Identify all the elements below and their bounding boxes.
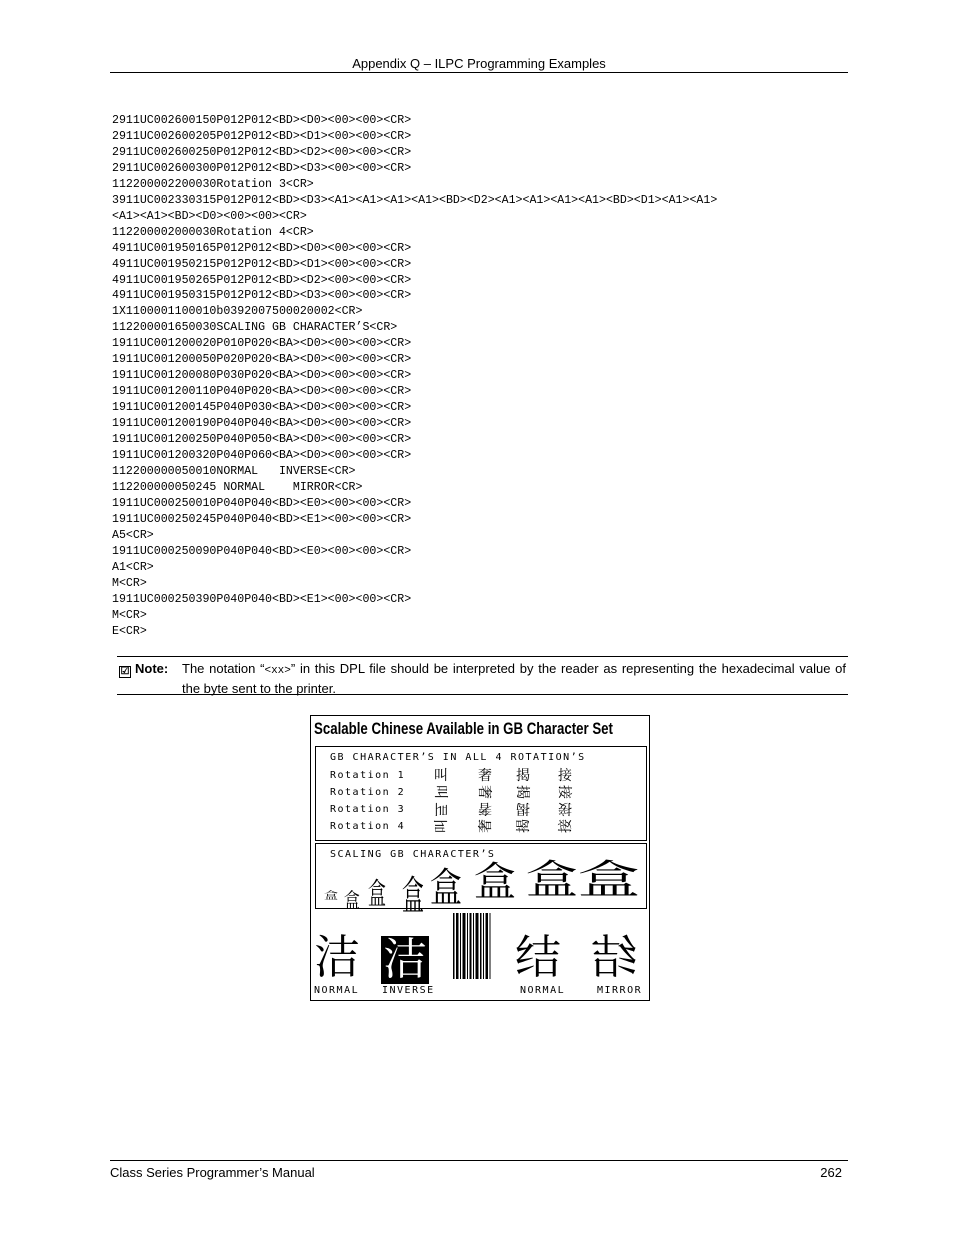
note-text: The notation “<xx>” in this DPL file should be interpreted by the reader as representing the hexadecimal value of the byte sent to the printer. bbox=[182, 661, 846, 696]
rotated-glyph: 奢 bbox=[478, 819, 494, 833]
code-line: 4911UC001950215P012P012<BD><D1><00><00><CR> bbox=[112, 257, 412, 271]
code-line: 112200001650030SCALING GB CHARACTER’S<CR> bbox=[112, 321, 398, 335]
code-line: 1911UC001200190P040P040<BA><D0><00><00><CR> bbox=[112, 417, 412, 431]
page-header: Appendix Q – ILPC Programming Examples bbox=[110, 55, 848, 73]
rotated-glyph: 奢 bbox=[478, 768, 492, 784]
glyph-normal-left: 洁 bbox=[314, 930, 360, 984]
scaled-glyph: 盒 bbox=[324, 891, 338, 902]
rotated-glyph: 揭 bbox=[516, 768, 530, 784]
rotated-glyph: 奢 bbox=[478, 800, 492, 816]
code-line: 1911UC001200250P040P050<BA><D0><00><00><CR> bbox=[112, 433, 412, 447]
code-line: 4911UC001950315P012P012<BD><D3><00><00><CR> bbox=[112, 289, 412, 303]
code-line: 1911UC000250010P040P040<BD><E0><00><00><CR> bbox=[112, 496, 412, 510]
glyph-normal-right: 结 bbox=[515, 930, 561, 984]
rotations-box bbox=[315, 746, 647, 841]
checkbox-icon: ☑ bbox=[120, 666, 130, 677]
code-line: M<CR> bbox=[112, 608, 147, 622]
rotation-4-label: Rotation 4 bbox=[330, 821, 406, 832]
label-title: Scalable Chinese Available in GB Character Set bbox=[314, 719, 613, 738]
rotation-2-label: Rotation 2 bbox=[330, 787, 406, 798]
rotated-glyph: 奢 bbox=[476, 785, 492, 799]
rotated-glyph: 叫 bbox=[434, 768, 448, 784]
code-line: 4911UC001950165P012P012<BD><D0><00><00><CR> bbox=[112, 241, 412, 255]
code-line: 4911UC001950265P012P012<BD><D2><00><00><CR> bbox=[112, 273, 412, 287]
code-line: 112200002200030Rotation 3<CR> bbox=[112, 177, 314, 191]
scaled-glyph: 盒 bbox=[368, 877, 386, 912]
rotated-glyph: 揭 bbox=[516, 800, 530, 816]
rotated-glyph: 接 bbox=[558, 819, 574, 833]
scaled-glyph: 盒 bbox=[578, 857, 640, 903]
code-line: 112200000050010NORMAL INVERSE<CR> bbox=[112, 464, 356, 478]
code-line: <A1><A1><BD><D0><00><00><CR> bbox=[112, 209, 307, 223]
code-line: M<CR> bbox=[112, 576, 147, 590]
page-footer bbox=[110, 1160, 848, 1181]
code-line: 1911UC001200145P040P030<BA><D0><00><00><CR> bbox=[112, 401, 412, 415]
scaled-glyph: 盒 bbox=[402, 873, 424, 919]
rotated-glyph: 接 bbox=[558, 768, 572, 784]
code-line: A1<CR> bbox=[112, 560, 154, 574]
glyph-mirror: 结 bbox=[591, 930, 637, 984]
code-line: 1911UC000250090P040P040<BD><E0><00><00><CR> bbox=[112, 544, 412, 558]
dpl-code-listing bbox=[112, 113, 717, 639]
printed-label-sample bbox=[310, 715, 650, 1001]
code-line: 2911UC002600150P012P012<BD><D0><00><00><CR> bbox=[112, 114, 412, 127]
code-line: 3911UC002330315P012P012<BD><D3><A1><A1><A1><A1><BD><D2><A1><A1><A1><A1><BD><D1><A1><A1> bbox=[112, 193, 718, 207]
code-line: 2911UC002600250P012P012<BD><D2><00><00><CR> bbox=[112, 145, 412, 159]
code-line: 1911UC000250245P040P040<BD><E1><00><00><CR> bbox=[112, 512, 412, 526]
rotated-glyph: 叫 bbox=[434, 819, 450, 833]
note-label: ☑ Note: bbox=[120, 661, 169, 677]
code-line: E<CR> bbox=[112, 624, 147, 638]
rotations-heading: GB CHARACTER’S IN ALL 4 ROTATION’S bbox=[330, 752, 586, 763]
note-box bbox=[117, 656, 848, 695]
code-line: 1911UC001200320P040P060<BA><D0><00><00><CR> bbox=[112, 449, 412, 463]
code-line: 1911UC001200110P040P020<BA><D0><00><00><CR> bbox=[112, 385, 412, 399]
code-line: 1911UC001200050P020P020<BA><D0><00><00><CR> bbox=[112, 353, 412, 367]
scaled-glyph: 盒 bbox=[344, 888, 360, 912]
rotated-glyph: 揭 bbox=[514, 785, 530, 799]
rotation-3-label: Rotation 3 bbox=[330, 804, 406, 815]
code-line: 1911UC001200080P030P020<BA><D0><00><00><CR> bbox=[112, 369, 412, 383]
caption-normal-left: NORMAL bbox=[314, 985, 360, 996]
code-line: 1X1100001100010b0392007500020002<CR> bbox=[112, 305, 363, 319]
rotation-1-label: Rotation 1 bbox=[330, 770, 406, 781]
code-line: 1911UC001200020P010P020<BA><D0><00><00><CR> bbox=[112, 337, 412, 351]
glyph-inverse: 洁 bbox=[383, 934, 427, 985]
code-line: 112200000050245 NORMAL MIRROR<CR> bbox=[112, 480, 363, 494]
page-number: 262 bbox=[820, 1165, 842, 1180]
scaled-glyph: 盒 bbox=[430, 865, 462, 911]
scaling-box bbox=[315, 843, 647, 919]
code-line: 1911UC000250390P040P040<BD><E1><00><00><CR> bbox=[112, 592, 412, 606]
rotated-glyph: 叫 bbox=[434, 800, 448, 816]
scaled-glyph: 盒 bbox=[474, 859, 516, 905]
caption-normal-right: NORMAL bbox=[520, 985, 566, 996]
barcode-graphic bbox=[451, 913, 493, 985]
rotated-glyph: 接 bbox=[558, 800, 572, 816]
rotated-glyph: 接 bbox=[556, 785, 572, 799]
code-line: A5<CR> bbox=[112, 528, 154, 542]
rotated-glyph: 揭 bbox=[516, 819, 532, 833]
caption-mirror: MIRROR bbox=[597, 985, 643, 996]
scaling-heading: SCALING GB CHARACTER’S bbox=[330, 849, 496, 860]
code-line: 2911UC002600300P012P012<BD><D3><00><00><CR> bbox=[112, 161, 412, 175]
code-line: 112200002000030Rotation 4<CR> bbox=[112, 225, 314, 239]
footer-manual-title: Class Series Programmer’s Manual bbox=[110, 1165, 315, 1180]
scaled-glyph: 盒 bbox=[526, 857, 578, 903]
caption-inverse: INVERSE bbox=[382, 985, 435, 996]
code-line: 2911UC002600205P012P012<BD><D1><00><00><CR> bbox=[112, 129, 412, 143]
rotated-glyph: 叫 bbox=[432, 785, 448, 799]
